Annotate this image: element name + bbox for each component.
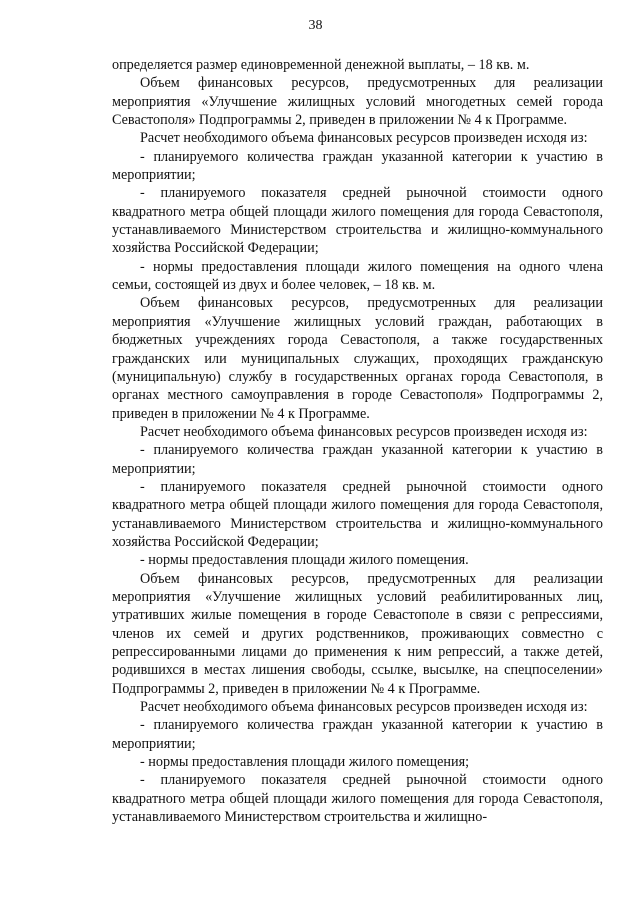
paragraph: Расчет необходимого объема финансовых ресурсов произведен исходя из: bbox=[140, 130, 588, 147]
list-item: - нормы предоставления площади жилого помещения на одного члена семьи, состоящей из двух и более человек, – 18 кв. м. bbox=[112, 258, 603, 294]
page-number: 38 bbox=[308, 18, 323, 33]
paragraph: Расчет необходимого объема финансовых ресурсов произведен исходя из: bbox=[140, 699, 588, 716]
paragraph: Расчет необходимого объема финансовых ресурсов произведен исходя из: bbox=[140, 423, 588, 440]
paragraph: Объем финансовых ресурсов, предусмотренных для реализации мероприятия «Улучшение жилищных условий многодетных семей города Севастополя» Подпрограммы 2, приведен в приложении № 4 к Программе. bbox=[112, 75, 603, 129]
list-item: - нормы предоставления площади жилого помещения; bbox=[140, 754, 470, 771]
list-item: - планируемого показателя средней рыночной стоимости одного квадратного метра общей площади жилого помещения для города Севастополя, устанавливаемого Министерством строительства и жилищно- bbox=[112, 772, 603, 826]
list-item: - планируемого количества граждан указанной категории к участию в мероприятии; bbox=[112, 148, 603, 184]
paragraph: Объем финансовых ресурсов, предусмотренных для реализации мероприятия «Улучшение жилищных условий граждан, работающих в бюджетных учреждениях города Севастополя, а также государственных гражданских или муниципальных служащих, проходящих гражданскую (муниципальную) службу в государственных органах города Севастополя, в органах местного самоуправления в городе Севастополя» Подпрограммы 2, приведен в приложении № 4 к Программе. bbox=[112, 295, 603, 422]
list-item: - планируемого количества граждан указанной категории к участию в мероприятии; bbox=[112, 717, 603, 752]
paragraph: Объем финансовых ресурсов, предусмотренных для реализации мероприятия «Улучшение жилищных условий реабилитированных лиц, утративших жилые помещения в городе Севастополе в связи с репрессиями, членов их семей и других родственников, проживающих совместно с репрессированными лицами до применения к ним репрессий, а также детей, родившихся в местах лишения свободы, ссылке, высылке, на спецпоселении» Подпрограммы 2, приведен в приложении № 4 к Программе. bbox=[112, 570, 603, 697]
list-item: - нормы предоставления площади жилого помещения. bbox=[140, 552, 469, 569]
list-item: - планируемого показателя средней рыночной стоимости одного квадратного метра общей площади жилого помещения для города Севастополя, устанавливаемого Министерством строительства и жилищно-коммунального хозяйства Российской Федерации; bbox=[112, 185, 603, 257]
list-item: - планируемого количества граждан указанной категории к участию в мероприятии; bbox=[112, 442, 603, 477]
paragraph: определяется размер единовременной денежной выплаты, – 18 кв. м. bbox=[112, 57, 530, 73]
document-body bbox=[112, 56, 603, 826]
list-item: - планируемого показателя средней рыночной стоимости одного квадратного метра общей площади жилого помещения для города Севастополя, устанавливаемого Министерством строительства и жилищно-коммунального хозяйства Российской Федерации; bbox=[112, 478, 603, 550]
